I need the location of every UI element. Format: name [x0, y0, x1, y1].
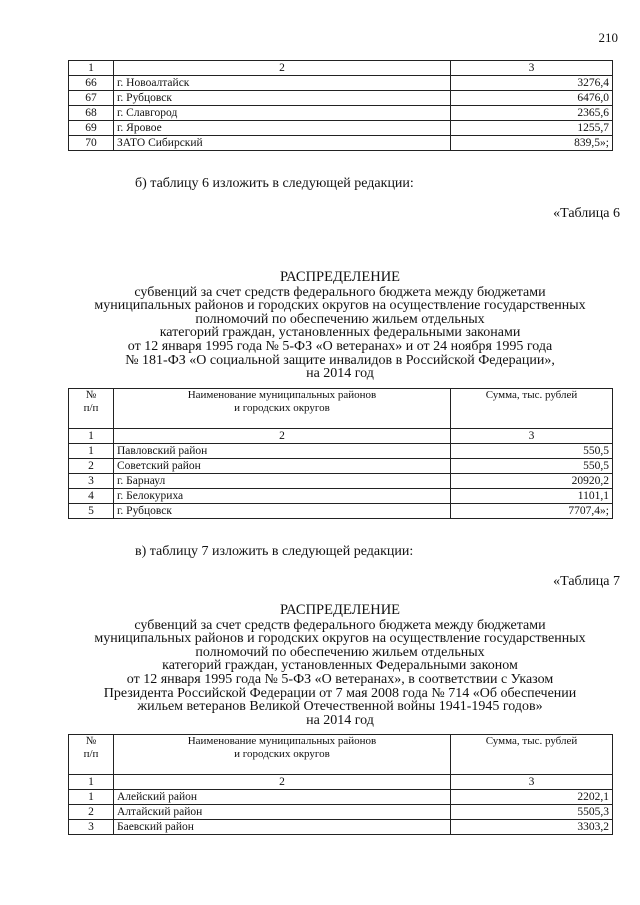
column-header-name: Наименование муниципальных районов и городских округов: [114, 389, 451, 429]
title-heading: РАСПРЕДЕЛЕНИЕ: [279, 602, 401, 618]
table-cell: 2: [114, 775, 451, 790]
table-continuation: [68, 60, 613, 151]
paragraph-b: б) таблицу 6 изложить в следующей редакции:: [135, 176, 414, 191]
title-line: муниципальных районов и городских округов на осуществление государственных: [94, 631, 586, 647]
title-line: на 2014 год: [306, 366, 374, 382]
table-cell: Павловский район: [114, 444, 451, 459]
column-header-name: Наименование муниципальных районов и городских округов: [114, 735, 451, 775]
table-cell: 2: [69, 805, 114, 820]
table-row: [69, 91, 613, 106]
column-header-sum: Сумма, тыс. рублей: [451, 389, 613, 429]
table-cell: 3: [451, 775, 613, 790]
title-line: жильем ветеранов Великой Отечественной войны 1941-1945 годов»: [137, 699, 543, 715]
table-header-row: [69, 735, 613, 775]
table-7-title: [40, 604, 640, 727]
column-header-sum: Сумма, тыс. рублей: [451, 735, 613, 775]
table-cell: 69: [69, 121, 114, 136]
table-7-label: «Таблица 7: [553, 574, 620, 589]
table-cell: 5505,3: [451, 805, 613, 820]
table-cell: 839,5»;: [451, 136, 613, 151]
table-cell: г. Рубцовск: [114, 91, 451, 106]
title-line: категорий граждан, установленных Федеральными законом: [162, 658, 518, 674]
table-cell: 550,5: [451, 459, 613, 474]
table-cell: Алейский район: [114, 790, 451, 805]
title-line: на 2014 год: [306, 712, 374, 728]
table-row: [69, 820, 613, 835]
table-cell: ЗАТО Сибирский: [114, 136, 451, 151]
title-line: субвенций за счет средств федерального бюджета между бюджетами: [134, 284, 546, 300]
title-line: от 12 января 1995 года № 5-ФЗ «О ветеранах» и от 24 ноября 1995 года: [127, 338, 553, 354]
title-line: № 181-ФЗ «О социальной защите инвалидов в Российской Федерации»,: [125, 352, 555, 368]
table-header-row: [69, 389, 613, 429]
title-line: категорий граждан, установленных федеральными законами: [159, 325, 521, 341]
table-row: [69, 790, 613, 805]
table-cell: 2: [114, 61, 451, 76]
table-6-title: [40, 271, 640, 381]
table-cell: 1: [69, 429, 114, 444]
title-line: полномочий по обеспечению жильем отдельных: [195, 644, 485, 660]
table-row: [69, 474, 613, 489]
table-cell: 1101,1: [451, 489, 613, 504]
table-cell: 6476,0: [451, 91, 613, 106]
table-row: [69, 489, 613, 504]
table-cell: 3: [451, 61, 613, 76]
table-cell: 68: [69, 106, 114, 121]
table-index-row: [69, 429, 613, 444]
title-line: от 12 января 1995 года № 5-ФЗ «О ветеранах», в соответствии с Указом: [126, 671, 554, 687]
table-cell: 3303,2: [451, 820, 613, 835]
table-cell: 67: [69, 91, 114, 106]
table-cell: 550,5: [451, 444, 613, 459]
table-cell: 7707,4»;: [451, 504, 613, 519]
table-cell: 1: [69, 775, 114, 790]
page-number: 210: [598, 30, 618, 45]
title-line: Президента Российской Федерации от 7 мая 2008 года № 714 «Об обеспечении: [103, 685, 577, 701]
table-row: [69, 805, 613, 820]
paragraph-v: в) таблицу 7 изложить в следующей редакции:: [135, 544, 414, 559]
table-cell: 3: [69, 474, 114, 489]
title-line: полномочий по обеспечению жильем отдельных: [195, 311, 485, 327]
table-cell: 3: [69, 820, 114, 835]
table-cell: г. Барнаул: [114, 474, 451, 489]
table-7: [68, 734, 613, 835]
table-cell: г. Славгород: [114, 106, 451, 121]
table-cell: г. Рубцовск: [114, 504, 451, 519]
table-index-row: [69, 775, 613, 790]
table-cell: 2202,1: [451, 790, 613, 805]
table-row: [69, 136, 613, 151]
table-cell: 5: [69, 504, 114, 519]
table-cell: 4: [69, 489, 114, 504]
table-cell: Баевский район: [114, 820, 451, 835]
title-line: муниципальных районов и городских округов на осуществление государственных: [94, 298, 586, 314]
table-row: [69, 76, 613, 91]
table-6: [68, 388, 613, 519]
table-cell: 2365,6: [451, 106, 613, 121]
table-cell: 70: [69, 136, 114, 151]
table-cell: 20920,2: [451, 474, 613, 489]
title-heading: РАСПРЕДЕЛЕНИЕ: [279, 269, 401, 285]
table-cell: Советский район: [114, 459, 451, 474]
table-cell: г. Белокуриха: [114, 489, 451, 504]
table-cell: 1255,7: [451, 121, 613, 136]
table-row: [69, 459, 613, 474]
table-index-row: [69, 61, 613, 76]
table-cell: 3: [451, 429, 613, 444]
table-6-label: «Таблица 6: [553, 206, 620, 221]
table-row: [69, 504, 613, 519]
table-cell: 1: [69, 61, 114, 76]
table-row: [69, 444, 613, 459]
table-cell: 1: [69, 444, 114, 459]
table-cell: 3276,4: [451, 76, 613, 91]
table-cell: 2: [69, 459, 114, 474]
table-row: [69, 106, 613, 121]
table-cell: 2: [114, 429, 451, 444]
table-row: [69, 121, 613, 136]
table-cell: 66: [69, 76, 114, 91]
table-cell: Алтайский район: [114, 805, 451, 820]
table-cell: г. Новоалтайск: [114, 76, 451, 91]
table-cell: г. Яровое: [114, 121, 451, 136]
table-cell: 1: [69, 790, 114, 805]
column-header-number: № п/п: [69, 735, 114, 775]
column-header-number: № п/п: [69, 389, 114, 429]
title-line: субвенций за счет средств федерального бюджета между бюджетами: [134, 617, 546, 633]
